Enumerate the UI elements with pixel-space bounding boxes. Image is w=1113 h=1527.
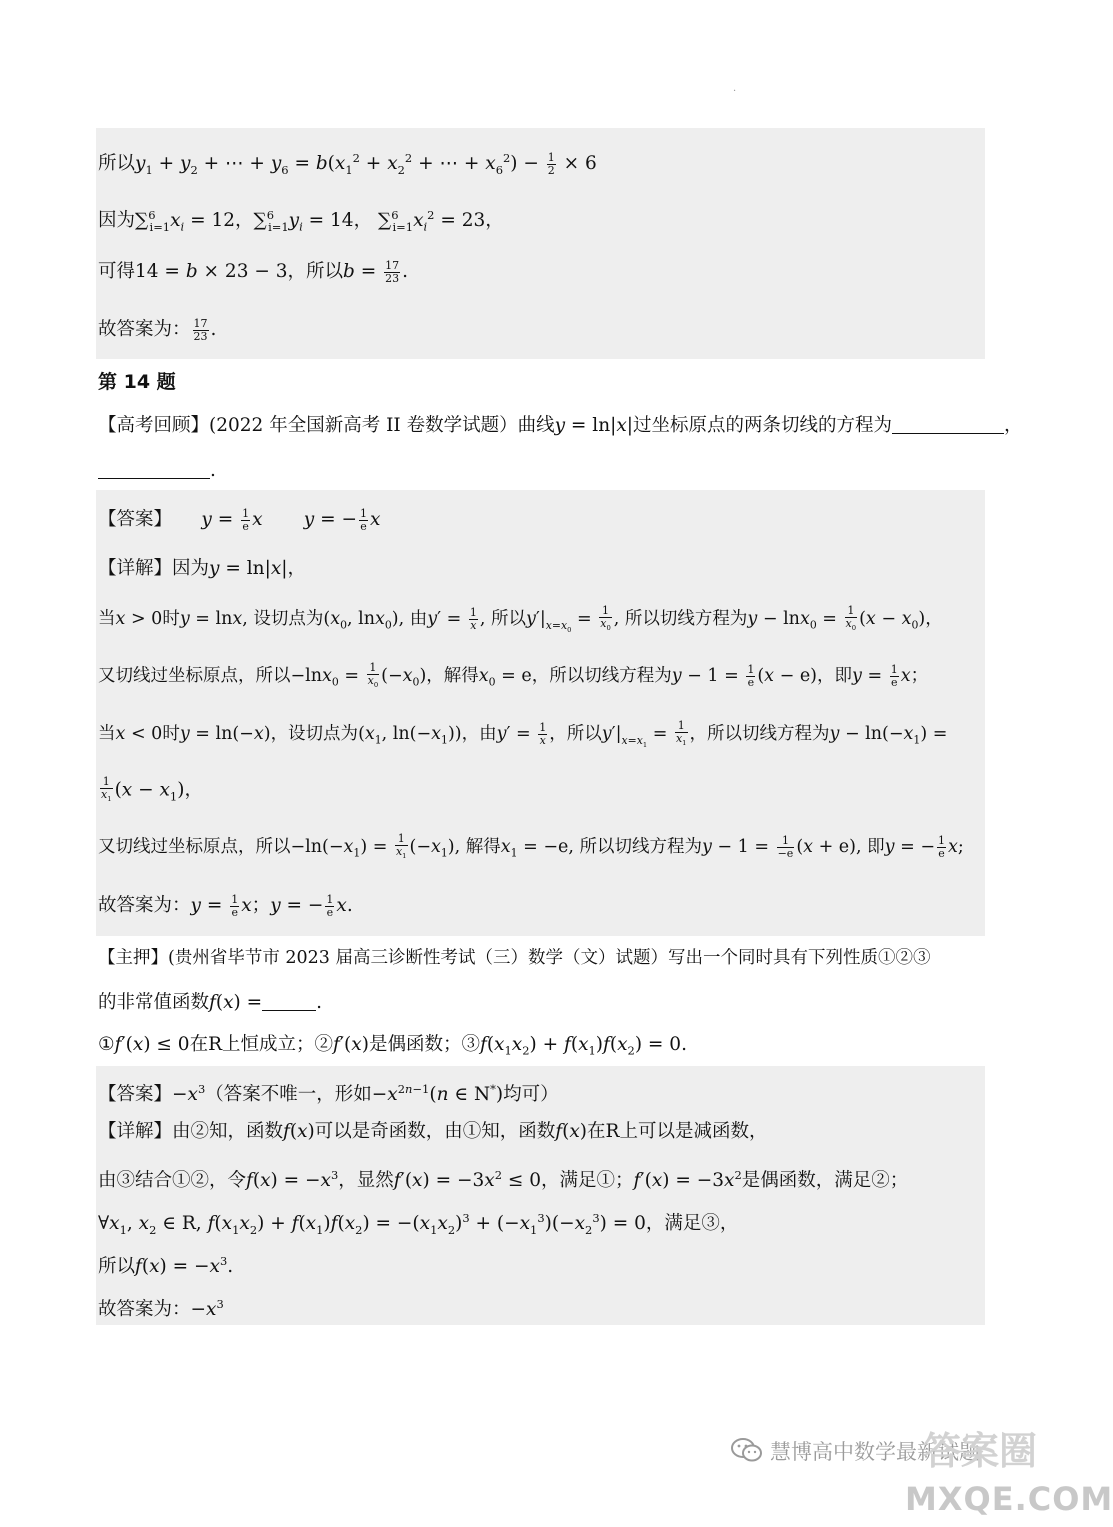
answer-blank-2 (98, 460, 210, 479)
page-dot: · (733, 86, 737, 97)
q14-detail-line-1: 【详解】因为y = ln|x|， (98, 558, 306, 579)
detail-tag: 【详解】 (98, 558, 173, 579)
press-question-line-1: 【主押】(贵州省毕节市 2023 届高三诊断性考试（三）数学（文）试题）写出一个同时具有下列性质①②③ (98, 948, 931, 968)
press-question-line-2: 的非常值函数f(x) = . (98, 992, 323, 1013)
press-answer-line: 【答案】$-x^3$（答案不唯一，形如$-x^{2n-1}(n$ ∈ N*)均可） (98, 1082, 559, 1106)
previous-solution-block (96, 128, 985, 359)
press-final-answer: 故答案为：$-x^3$ (98, 1297, 224, 1321)
review-question-line-2: . (98, 458, 216, 484)
answer-tag: 【答案】 (98, 1084, 173, 1106)
press-solution-block (96, 1066, 985, 1325)
q14-detail-line-5: $\frac{1}{x_1}$ $(x - x_1)$， (101, 775, 203, 804)
q14-detail-line-2: 当x > 0时y = lnx, 设切点为($x_0$, lnx$_0$), 由y′ = $\frac{1}{x}$ , 所以$y'|_{x=x_0}$ = $\frac{1}{x_0}$ , 所以切线方程为y − lnx$_0$ = $\frac{1}{x_0}$ $(x - x_0)$， (98, 604, 943, 634)
q14-solution-block (96, 490, 985, 936)
press-tag: 【主押】 (98, 948, 168, 968)
q14-detail-line-6: 又切线过坐标原点，所以$-\ln(-x_1)$ = $\frac{1}{x_1}$ $(-x_1)$, 解得$x_1 = -e$, 所以切线方程为y − 1 = $\frac{1}{-e}$ (x + e), 即y = − $\frac{1}{e}$ x; (98, 832, 964, 861)
prev-answer-line: 故答案为： $\frac{17}{23}$ . (98, 316, 217, 343)
detail-tag: 【详解】 (98, 1121, 173, 1142)
press-detail-line-3: $\forall x_1$, $x_2$ ∈ R, $f(x_1x_2) + f(x_1)f(x_2) = -(x_1x_2)^3 + (-x_1^3)(-x_2^3) = 0$，满足③， (98, 1211, 739, 1237)
review-tag: 【高考回顾】 (98, 415, 210, 436)
prev-line-3: 可得14 = b × 23 − 3，所以b = $\frac{17}{23}$ . (98, 258, 409, 285)
q14-detail-line-3: 又切线过坐标原点，所以−lnx$_0$ = $\frac{1}{x_0}$ $(-x_0)$，解得$x_0 = e$，所以切线方程为y − 1 = $\frac{1}{e}$ (x − e)，即y = $\frac{1}{e}$ x； (98, 661, 929, 690)
press-properties-line: ①f′(x) ≤ 0在R上恒成立；②f′(x)是偶函数；$③f(x_1x_2) + f(x_1)f(x_2) = 0$. (98, 1034, 687, 1058)
press-detail-line-2: 由③结合①②，令$f(x) = -x^3$，显然$f'(x) = -3x^2 \le 0$，满足①；$f'(x) = -3x^2$是偶函数，满足②； (98, 1168, 909, 1192)
answer-tag: 【答案】 (98, 509, 173, 530)
review-question-line-1: 【高考回顾】(2022 年全国新高考 II 卷数学试题）曲线y = ln|x|过坐标原点的两条切线的方程为 ， (98, 415, 1023, 436)
watermark-account: 慧博高中数学最新试题 (770, 1440, 980, 1464)
prev-line-1: 所以$y_1 + y_2$ + ⋯ + $y_6 = b(x_1^2 + x_2^2$ + ⋯ + $x_6^2$) − $\frac{1}{2}$ × 6 (98, 150, 597, 177)
answer-blank-1 (892, 415, 1004, 434)
press-detail-line-4: 所以$f(x) = -x^3$. (98, 1254, 234, 1278)
q14-detail-line-4: 当x < 0时y = ln(−x)，设切点为($x_1$, $\ln(-x_1)$)，由y′ = $\frac{1}{x}$ ，所以$y'|_{x=x_1}$ = $\frac{1}{x_1}$ ，所以切线方程为$y - \ln(-x_1)$ = (98, 719, 948, 749)
watermark-site: MXQE.COM (905, 1480, 1113, 1518)
wechat-icon (730, 1437, 764, 1463)
q14-final-answer: 故答案为：y = $\frac{1}{e}$ x；y = − $\frac{1}{e}$ x. (98, 892, 353, 919)
q14-answer-line: 【答案】 y = $\frac{1}{e}$ x y = − $\frac{1}{e}$ x (98, 506, 381, 533)
watermark-logo: 答案圈 (922, 1429, 1037, 1473)
prev-line-2: 因为$\sum^6_{i=1}x_i = 12$，$\sum^6_{i=1}y_i = 14$， $\sum^6_{i=1}x_i^2 = 23$， (98, 208, 504, 234)
press-detail-line-1: 【详解】由②知，函数f(x)可以是奇函数，由①知，函数f(x)在R上可以是减函数， (98, 1121, 768, 1142)
answer-blank-3 (262, 992, 316, 1011)
question-14-heading: 第 14 题 (98, 371, 176, 393)
